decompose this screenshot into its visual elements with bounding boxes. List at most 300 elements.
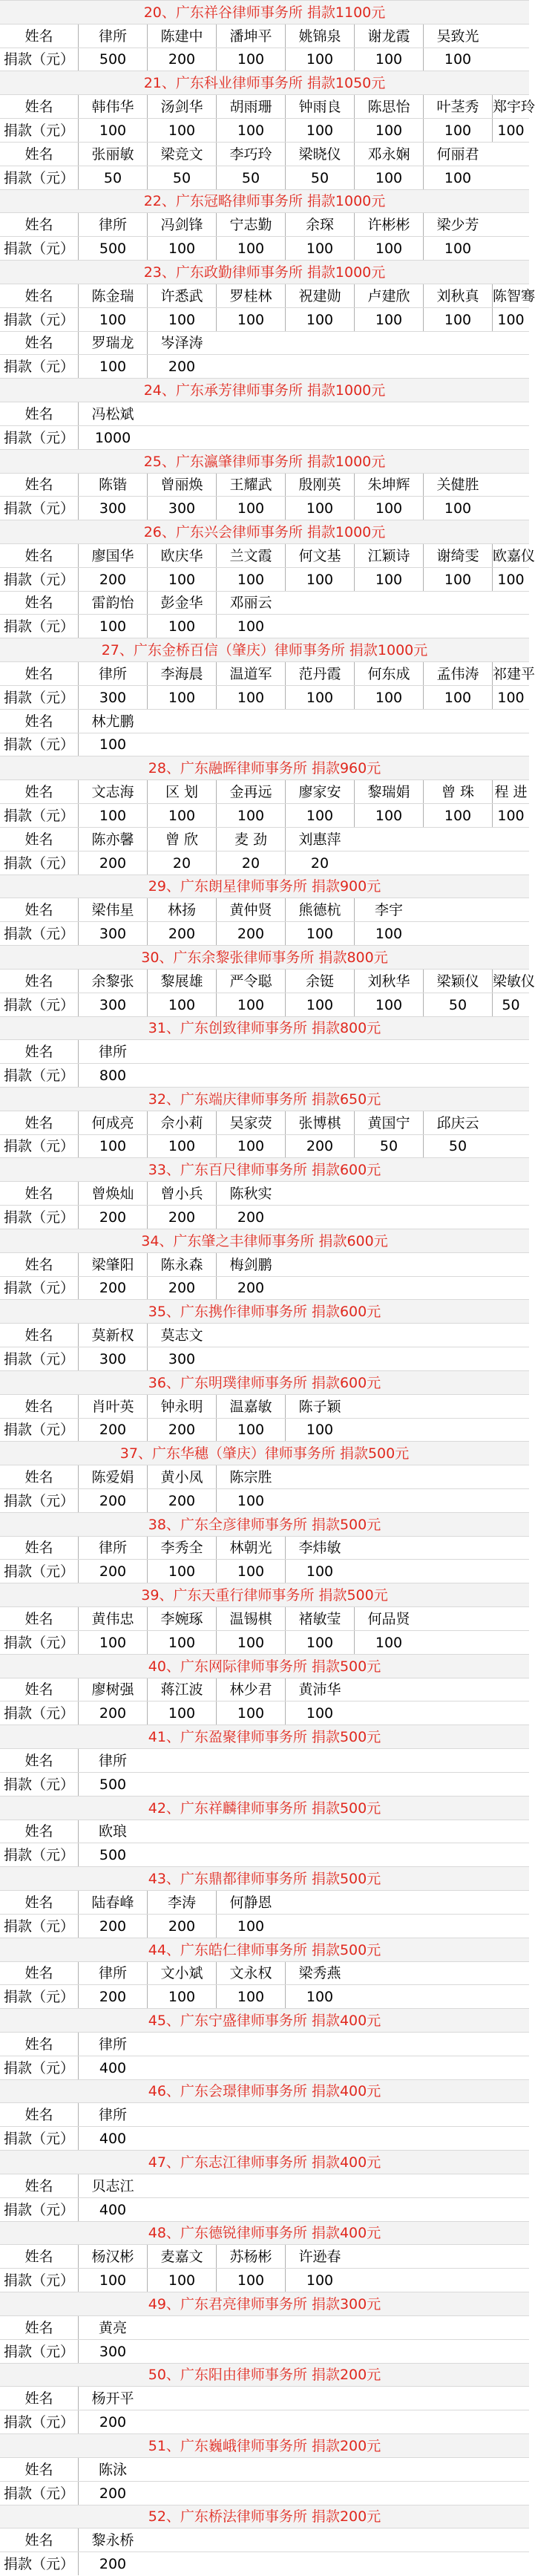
donation-amount-cell: 100: [216, 308, 285, 331]
firm-title: 43、广东鼎都律师事务所 捐款500元: [0, 1866, 529, 1890]
firm-title: 48、广东德锐律师事务所 捐款400元: [0, 2221, 529, 2244]
row-label: 捐款（元）: [3, 2485, 74, 2502]
row-label: 捐款（元）: [3, 430, 74, 446]
donation-row: [0, 2056, 529, 2079]
donor-name-cell: 律所: [78, 2033, 147, 2056]
donation-amount-cell: 300: [78, 993, 147, 1016]
donation-amount-cell: 100: [78, 733, 147, 756]
donation-amount-cell: 100: [216, 615, 285, 638]
row-label: 姓名: [24, 1399, 53, 1415]
donor-name-cell: 律所: [78, 1962, 147, 1984]
donation-amount-cell: 100: [285, 686, 354, 709]
donor-name-cell: 严令聪: [216, 970, 285, 993]
donation-amount-cell: 100: [216, 1631, 285, 1654]
row-label: 姓名: [24, 831, 53, 848]
donation-amount-cell: 100: [216, 1560, 285, 1583]
firm-title: 31、广东创致律师事务所 捐款800元: [0, 1016, 529, 1039]
donor-name-cell: 李秀全: [147, 1537, 216, 1559]
donation-amount-cell: 100: [354, 922, 423, 945]
donor-name-cell: 雷韵怡: [78, 592, 147, 614]
donation-amount-cell: 300: [78, 497, 147, 520]
donor-name-cell: 潘坤平: [216, 24, 285, 48]
donor-name-cell: 黄伟忠: [78, 1607, 147, 1630]
donor-name-cell: 黄仲贤: [216, 898, 285, 921]
donor-name-cell: 李涛: [147, 1891, 216, 1914]
row-label: 姓名: [24, 2320, 53, 2336]
donation-amount-cell: 200: [147, 355, 216, 378]
donation-amount-cell: 100: [216, 237, 285, 260]
donation-amount-cell: 100: [423, 48, 492, 71]
row-label: 捐款（元）: [3, 359, 74, 375]
donation-amount-cell: 100: [492, 308, 529, 331]
donor-name-cell: 黎展雄: [147, 970, 216, 993]
donor-name-cell: 文志海: [78, 780, 147, 803]
donor-name-cell: 吴致光: [423, 24, 492, 48]
donation-amount-cell: 200: [78, 1915, 147, 1938]
donor-name-cell: 黎瑞娟: [354, 780, 423, 803]
firm-title: 42、广东祥麟律师事务所 捐款500元: [0, 1796, 529, 1820]
donation-row: [0, 1984, 529, 2008]
donor-name-cell: 蒋江波: [147, 1678, 216, 1701]
row-label: 姓名: [24, 477, 53, 493]
donor-name-cell: 李炜敏: [285, 1537, 354, 1559]
donation-amount-cell: 300: [78, 2340, 147, 2363]
donation-row: [0, 921, 529, 945]
donation-amount-cell: 50: [78, 166, 147, 189]
donation-amount-cell: 100: [216, 993, 285, 1016]
donation-amount-cell: 50: [354, 1135, 423, 1157]
donation-amount-cell: 100: [423, 497, 492, 520]
donor-name-cell: 李海晨: [147, 662, 216, 685]
donation-amount-cell: 100: [78, 615, 147, 638]
donation-row: [0, 496, 529, 520]
donor-name-cell: 陈思怡: [354, 95, 423, 118]
firm-title: 46、广东会璟律师事务所 捐款400元: [0, 2079, 529, 2102]
donation-amount-cell: 100: [354, 237, 423, 260]
row-label: 姓名: [24, 1540, 53, 1556]
row-label: 捐款（元）: [3, 2131, 74, 2147]
donation-amount-cell: 100: [354, 497, 423, 520]
row-label: 捐款（元）: [3, 51, 74, 68]
row-label: 姓名: [24, 1823, 53, 1840]
donor-name-cell: 邓永娴: [354, 143, 423, 166]
donation-amount-cell: 100: [285, 308, 354, 331]
donor-name-cell: 贝志江: [78, 2174, 147, 2197]
donor-name-cell: 叶茎秀: [423, 95, 492, 118]
donor-name-cell: 陈宗胜: [216, 1465, 285, 1488]
donation-row: [0, 1914, 529, 1938]
row-label: 姓名: [24, 973, 53, 990]
row-label: 姓名: [24, 595, 53, 611]
donation-amount-cell: 100: [147, 804, 216, 827]
name-row: [0, 1111, 529, 1134]
row-label: 捐款（元）: [3, 572, 74, 588]
row-label: 姓名: [24, 1753, 53, 1769]
row-label: 姓名: [24, 713, 53, 730]
donation-row: [0, 307, 529, 331]
donor-name-cell: 莫志文: [147, 1324, 216, 1347]
donor-name-cell: 温锡棋: [216, 1607, 285, 1630]
donation-amount-cell: 100: [216, 1489, 285, 1512]
donor-name-cell: 欧嘉仪: [492, 544, 529, 567]
donor-name-cell: 曾焕灿: [78, 1182, 147, 1205]
row-label: 姓名: [24, 99, 53, 115]
name-row: [0, 212, 529, 236]
donation-row: [0, 2339, 529, 2363]
donation-amount-cell: 100: [147, 119, 216, 142]
donation-amount-cell: 100: [354, 166, 423, 189]
donation-amount-cell: 300: [147, 497, 216, 520]
donation-amount-cell: 100: [216, 686, 285, 709]
donor-name-cell: 麦嘉文: [147, 2245, 216, 2268]
donor-name-cell: 陈智骞: [492, 284, 529, 307]
donor-name-cell: 陈锴: [78, 474, 147, 496]
donation-amount-cell: 100: [285, 1631, 354, 1654]
donor-name-cell: 莫新权: [78, 1324, 147, 1347]
donation-amount-cell: 500: [78, 1773, 147, 1796]
donation-amount-cell: 200: [147, 922, 216, 945]
row-label: 捐款（元）: [3, 1351, 74, 1367]
donation-row: [0, 1843, 529, 1866]
donation-amount-cell: 200: [147, 1915, 216, 1938]
firm-title: 24、广东承芳律师事务所 捐款1000元: [0, 378, 529, 402]
donor-name-cell: 陈泳: [78, 2458, 147, 2481]
donation-amount-cell: 500: [78, 237, 147, 260]
donation-amount-cell: 100: [216, 1985, 285, 2008]
donor-name-cell: 胡雨珊: [216, 95, 285, 118]
donor-name-cell: 范丹霞: [285, 662, 354, 685]
donor-name-cell: 许悉武: [147, 284, 216, 307]
name-row: [0, 1961, 529, 1984]
donor-name-cell: 冯剑锋: [147, 213, 216, 236]
donation-amount-cell: 50: [423, 993, 492, 1016]
donation-row: [0, 236, 529, 260]
firm-title: 50、广东阳由律师事务所 捐款200元: [0, 2363, 529, 2386]
donation-amount-cell: 100: [285, 993, 354, 1016]
donor-name-cell: 陈亦馨: [78, 828, 147, 851]
name-row: [0, 709, 529, 733]
row-label: 捐款（元）: [3, 808, 74, 824]
donation-amount-cell: 100: [423, 119, 492, 142]
donation-amount-cell: 400: [78, 2056, 147, 2079]
donation-amount-cell: 20: [147, 851, 216, 875]
donor-name-cell: 刘秋华: [354, 970, 423, 993]
row-label: 姓名: [24, 2390, 53, 2407]
row-label: 姓名: [24, 2107, 53, 2123]
firm-title: 45、广东宁盛律师事务所 捐款400元: [0, 2008, 529, 2032]
donation-amount-cell: 200: [147, 1206, 216, 1229]
donation-row: [0, 1063, 529, 1087]
donor-name-cell: 余琛: [285, 213, 354, 236]
row-label: 捐款（元）: [3, 2060, 74, 2076]
donation-row: [0, 685, 529, 709]
donor-name-cell: 律所: [78, 213, 147, 236]
donor-name-cell: 肖叶英: [78, 1395, 147, 1418]
donor-name-cell: 宁志勤: [216, 213, 285, 236]
row-label: 捐款（元）: [3, 2556, 74, 2572]
donor-name-cell: 黄沛华: [285, 1678, 354, 1701]
row-label: 捐款（元）: [3, 926, 74, 942]
donation-row: [0, 1559, 529, 1583]
firm-title: 36、广东明璞律师事务所 捐款600元: [0, 1370, 529, 1394]
donor-name-cell: 杨汉彬: [78, 2245, 147, 2268]
name-row: [0, 2174, 529, 2197]
donation-amount-cell: 100: [147, 1631, 216, 1654]
donation-row: [0, 1701, 529, 1725]
row-label: 姓名: [24, 666, 53, 682]
donation-row: [0, 2410, 529, 2433]
donor-name-cell: 汤剑华: [147, 95, 216, 118]
donation-amount-cell: 100: [147, 993, 216, 1016]
donor-name-cell: 曾 欣: [147, 828, 216, 851]
donation-amount-cell: 100: [354, 686, 423, 709]
firm-title: 21、广东科业律师事务所 捐款1050元: [0, 71, 529, 94]
donor-name-cell: 梁晓仪: [285, 143, 354, 166]
donation-amount-cell: 200: [78, 2410, 147, 2433]
donor-name-cell: 熊德杭: [285, 898, 354, 921]
row-label: 捐款（元）: [3, 855, 74, 872]
row-label: 姓名: [24, 1115, 53, 1131]
donation-amount-cell: 100: [216, 48, 285, 71]
donor-name-cell: 陈爱娟: [78, 1465, 147, 1488]
name-row: [0, 1536, 529, 1559]
row-label: 捐款（元）: [3, 1705, 74, 1722]
donation-amount-cell: 100: [285, 237, 354, 260]
donation-amount-cell: 200: [147, 1419, 216, 1441]
donation-row: [0, 614, 529, 638]
firm-title: 38、广东全彦律师事务所 捐款500元: [0, 1512, 529, 1536]
donor-name-cell: 罗瑞龙: [78, 332, 147, 354]
donation-amount-cell: 200: [285, 1135, 354, 1157]
row-label: 姓名: [24, 146, 53, 163]
donor-name-cell: 邓丽云: [216, 592, 285, 614]
donor-name-cell: 梅剑鹏: [216, 1253, 285, 1276]
donor-name-cell: 李宇: [354, 898, 423, 921]
donation-amount-cell: 100: [147, 686, 216, 709]
row-label: 捐款（元）: [3, 312, 74, 328]
row-label: 姓名: [24, 1895, 53, 1911]
name-row: [0, 1039, 529, 1063]
firm-title: 20、广东祥谷律师事务所 捐款1100元: [0, 0, 529, 24]
donation-amount-cell: 100: [216, 568, 285, 591]
firm-title: 47、广东志江律师事务所 捐款400元: [0, 2150, 529, 2174]
name-row: [0, 1465, 529, 1488]
donor-name-cell: 区 划: [147, 780, 216, 803]
donor-name-cell: 欧琅: [78, 1820, 147, 1843]
row-label: 姓名: [24, 2178, 53, 2194]
donor-name-cell: 李巧玲: [216, 143, 285, 166]
donation-amount-cell: 800: [78, 1064, 147, 1087]
donation-row: [0, 2126, 529, 2150]
donation-row: [0, 1488, 529, 1512]
donation-amount-cell: 100: [216, 1135, 285, 1157]
donor-name-cell: 何成亮: [78, 1111, 147, 1134]
donor-name-cell: 卢建欣: [354, 284, 423, 307]
donation-amount-cell: 100: [285, 1560, 354, 1583]
donation-amount-cell: 100: [216, 1419, 285, 1441]
donor-name-cell: 曾小兵: [147, 1182, 216, 1205]
donor-name-cell: 何静恩: [216, 1891, 285, 1914]
donation-row: [0, 803, 529, 827]
donation-amount-cell: 100: [285, 2269, 354, 2292]
row-label: 捐款（元）: [3, 1138, 74, 1154]
donor-name-cell: 陈秋实: [216, 1182, 285, 1205]
donation-amount-cell: 100: [285, 1985, 354, 2008]
name-row: [0, 779, 529, 803]
donation-amount-cell: 100: [147, 1560, 216, 1583]
row-label: 捐款（元）: [3, 1635, 74, 1651]
donation-amount-cell: 100: [492, 804, 529, 827]
row-label: 姓名: [24, 2532, 53, 2549]
donation-amount-cell: 100: [78, 1135, 147, 1157]
row-label: 捐款（元）: [3, 1068, 74, 1084]
donor-name-cell: 何丽君: [423, 143, 492, 166]
row-label: 姓名: [24, 2249, 53, 2265]
donation-amount-cell: 300: [78, 922, 147, 945]
row-label: 姓名: [24, 784, 53, 800]
donor-name-cell: 麦 劲: [216, 828, 285, 851]
donor-name-cell: 刘秋真: [423, 284, 492, 307]
row-label: 姓名: [24, 1257, 53, 1273]
name-row: [0, 1678, 529, 1701]
donor-name-cell: 梁少芳: [423, 213, 492, 236]
donation-amount-cell: 100: [354, 1631, 423, 1654]
donor-name-cell: 律所: [78, 1749, 147, 1772]
donation-amount-cell: 100: [147, 1985, 216, 2008]
row-label: 捐款（元）: [3, 997, 74, 1013]
firm-title: 52、广东桥法律师事务所 捐款200元: [0, 2505, 529, 2528]
donation-amount-cell: 1000: [78, 426, 147, 449]
donor-name-cell: 许彬彬: [354, 213, 423, 236]
donation-amount-cell: 100: [492, 686, 529, 709]
name-row: [0, 473, 529, 496]
donation-amount-cell: 100: [285, 568, 354, 591]
firm-title: 40、广东网际律师事务所 捐款500元: [0, 1654, 529, 1678]
row-label: 姓名: [24, 1965, 53, 1981]
name-row: [0, 2244, 529, 2268]
donor-name-cell: 刘惠萍: [285, 828, 354, 851]
donation-amount-cell: 200: [78, 2552, 147, 2575]
donor-name-cell: 程 进: [492, 780, 529, 803]
donor-name-cell: 孟伟涛: [423, 662, 492, 685]
donation-amount-cell: 100: [78, 2269, 147, 2292]
donation-amount-cell: 100: [78, 355, 147, 378]
donation-row: [0, 1418, 529, 1441]
donor-name-cell: 廖树强: [78, 1678, 147, 1701]
donation-row: [0, 1630, 529, 1654]
donor-name-cell: 黄国宁: [354, 1111, 423, 1134]
donor-name-cell: 余黎张: [78, 970, 147, 993]
row-label: 捐款（元）: [3, 736, 74, 753]
donor-name-cell: 梁竞文: [147, 143, 216, 166]
donation-amount-cell: 50: [147, 166, 216, 189]
name-row: [0, 2528, 529, 2552]
donor-name-cell: 文永权: [216, 1962, 285, 1984]
donation-amount-cell: 100: [492, 119, 529, 142]
donor-name-cell: 李婉琢: [147, 1607, 216, 1630]
donor-name-cell: 林尤鹏: [78, 710, 147, 733]
row-label: 捐款（元）: [3, 1493, 74, 1509]
name-row: [0, 331, 529, 354]
firm-title: 49、广东君亮律师事务所 捐款300元: [0, 2292, 529, 2315]
row-label: 姓名: [24, 1681, 53, 1698]
donor-name-cell: 黎永桥: [78, 2528, 147, 2552]
donor-name-cell: 梁颖仪: [423, 970, 492, 993]
donor-name-cell: 祁建平: [492, 662, 529, 685]
donor-name-cell: 廖国华: [78, 544, 147, 567]
row-label: 捐款（元）: [3, 690, 74, 706]
donation-amount-cell: 200: [78, 2482, 147, 2505]
donation-amount-cell: 200: [78, 1419, 147, 1441]
name-row: [0, 1181, 529, 1205]
donor-name-cell: 岑泽涛: [147, 332, 216, 354]
name-row: [0, 827, 529, 851]
firm-title: 28、广东融晖律师事务所 捐款960元: [0, 756, 529, 779]
row-label: 捐款（元）: [3, 122, 74, 139]
donor-name-cell: 佘小莉: [147, 1111, 216, 1134]
donation-amount-cell: 200: [147, 48, 216, 71]
row-label: 捐款（元）: [3, 618, 74, 635]
name-row: [0, 2386, 529, 2410]
donation-amount-cell: 100: [285, 119, 354, 142]
donation-amount-cell: 100: [354, 568, 423, 591]
name-row: [0, 1323, 529, 1347]
firm-title: 44、广东皓仁律师事务所 捐款500元: [0, 1938, 529, 1961]
donation-amount-cell: 500: [78, 48, 147, 71]
row-label: 捐款（元）: [3, 1847, 74, 1863]
donation-amount-cell: 100: [285, 1701, 354, 1725]
donor-name-cell: 曾丽焕: [147, 474, 216, 496]
donor-name-cell: 吴家荧: [216, 1111, 285, 1134]
row-label: 捐款（元）: [3, 1280, 74, 1296]
donor-name-cell: 郑宇玲: [492, 95, 529, 118]
donor-name-cell: 林扬: [147, 898, 216, 921]
row-label: 姓名: [24, 2036, 53, 2053]
donor-name-cell: 张博棋: [285, 1111, 354, 1134]
row-label: 捐款（元）: [3, 500, 74, 517]
row-label: 姓名: [24, 548, 53, 564]
donation-amount-cell: 100: [216, 119, 285, 142]
donation-amount-cell: 100: [285, 48, 354, 71]
donor-name-cell: 张丽敏: [78, 143, 147, 166]
donor-name-cell: 杨开平: [78, 2387, 147, 2410]
donation-row: [0, 1205, 529, 1229]
donor-name-cell: 黄亮: [78, 2316, 147, 2339]
donation-amount-cell: 100: [354, 308, 423, 331]
donor-name-cell: 林少君: [216, 1678, 285, 1701]
row-label: 捐款（元）: [3, 1918, 74, 1935]
firm-title: 39、广东天重行律师事务所 捐款500元: [0, 1583, 529, 1606]
donor-name-cell: 何文基: [285, 544, 354, 567]
firm-title: 35、广东携作律师事务所 捐款600元: [0, 1299, 529, 1323]
donation-amount-cell: 200: [78, 851, 147, 875]
donor-name-cell: 罗桂林: [216, 284, 285, 307]
donor-name-cell: 谢龙霞: [354, 24, 423, 48]
row-label: 捐款（元）: [3, 1989, 74, 2005]
name-row: [0, 2315, 529, 2339]
donation-amount-cell: 100: [423, 166, 492, 189]
firm-title: 37、广东华穗（肇庆）律师事务所 捐款500元: [0, 1441, 529, 1465]
donor-name-cell: 梁伟星: [78, 898, 147, 921]
donation-amount-cell: 100: [147, 2269, 216, 2292]
donation-row: [0, 733, 529, 756]
donation-amount-cell: 50: [216, 166, 285, 189]
firm-title: 34、广东肇之丰律师事务所 捐款600元: [0, 1229, 529, 1252]
donor-name-cell: 陈子颖: [285, 1395, 354, 1418]
name-row: [0, 284, 535, 307]
name-row: [0, 1252, 529, 1276]
donation-amount-cell: 100: [423, 237, 492, 260]
